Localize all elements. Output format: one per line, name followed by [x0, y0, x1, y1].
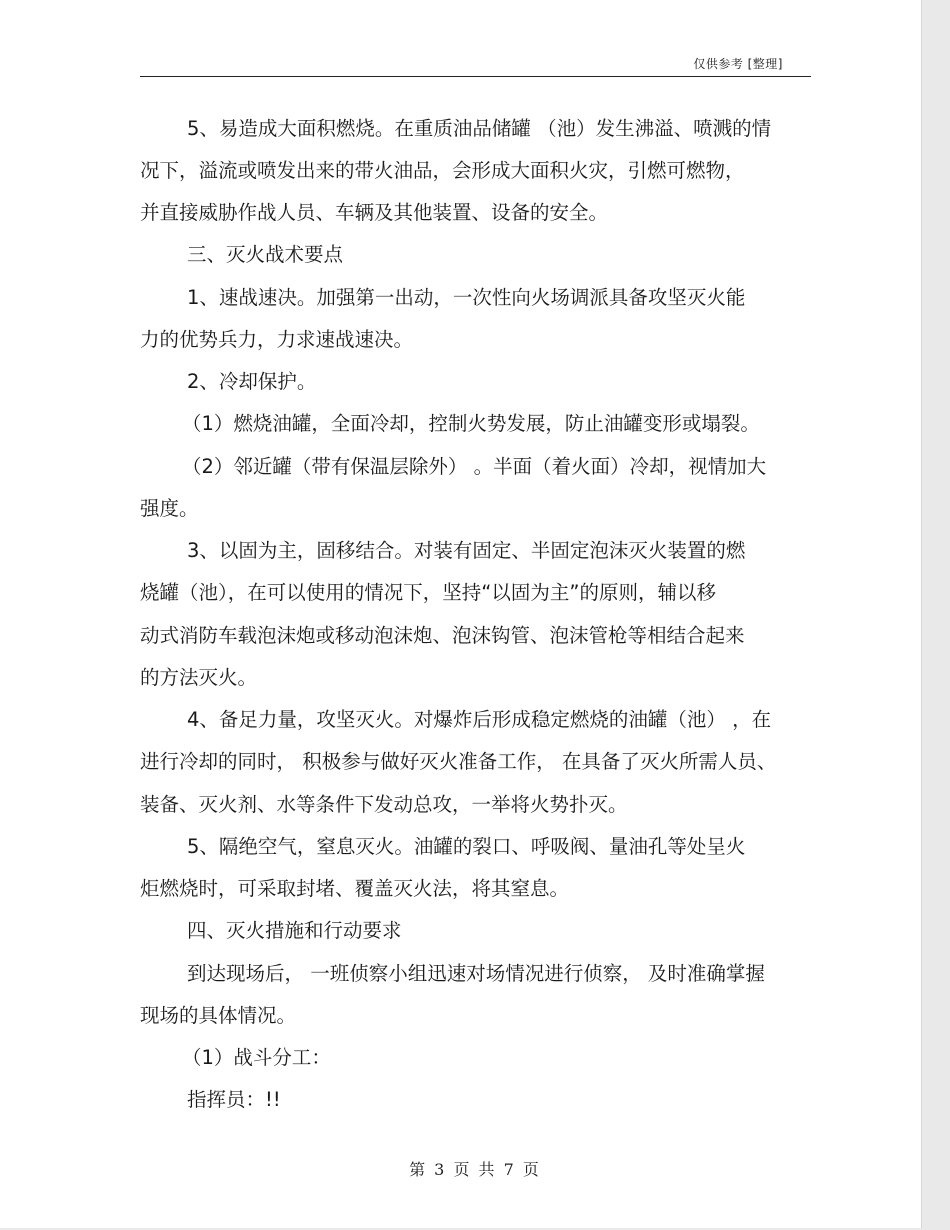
paragraph-line: 装备、灭火剂、水等条件下发动总攻，一举将火势扑灭。	[140, 793, 628, 816]
paragraph-line: 现场的具体情况。	[140, 1004, 297, 1027]
paragraph-line: 并直接威胁作战人员、车辆及其他装置、设备的安全。	[140, 201, 609, 224]
paragraph-line: 进行冷却的同时， 积极参与做好灭火准备工作， 在具备了灭火所需人员、	[140, 750, 777, 773]
paragraph-line: 烧罐（池），在可以使用的情况下，坚持“以固为主”的原则，辅以移	[140, 581, 716, 604]
section-heading: 三、灭火战术要点	[187, 243, 344, 266]
paragraph-line: 力的优势兵力，力求速战速决。	[140, 328, 414, 351]
paragraph-line: 3、以固为主，固移结合。对装有固定、半固定泡沫灭火装置的燃	[187, 539, 746, 562]
page-footer: 第 3 页 共 7 页	[409, 1160, 541, 1179]
paragraph-line: （2）邻近罐（带有保温层除外） 。半面（着火面）冷却，视情加大	[182, 455, 767, 478]
paragraph-line: 炬燃烧时，可采取封堵、覆盖灭火法，将其窒息。	[140, 877, 570, 900]
paragraph-line: 2、冷却保护。	[187, 370, 317, 393]
section-heading: 四、灭火措施和行动要求	[187, 919, 402, 942]
paragraph-line: 4、备足力量，攻坚灭火。对爆炸后形成稳定燃烧的油罐（池） ，在	[187, 708, 772, 731]
paragraph-line: 指挥员：!!	[187, 1088, 281, 1111]
paragraph-line: 动式消防车载泡沫炮或移动泡沫炮、泡沫钩管、泡沫管枪等相结合起来	[140, 624, 745, 647]
page-header: 仅供参考 [整理]	[693, 57, 783, 71]
paragraph-line: 到达现场后， 一班侦察小组迅速对场情况进行侦察， 及时准确掌握	[187, 962, 765, 985]
paragraph-line: 况下，溢流或喷发出来的带火油品，会形成大面积火灾，引燃可燃物，	[140, 159, 745, 182]
paragraph-line: （1）燃烧油罐，全面冷却，控制火势发展，防止油罐变形或塌裂。	[182, 412, 760, 435]
paragraph-line: （1）战斗分工：	[182, 1046, 331, 1069]
paragraph-line: 1、速战速决。加强第一出动，一次性向火场调派具备攻坚灭火能	[187, 286, 746, 309]
header-rule	[140, 76, 811, 77]
paragraph-line: 5、易造成大面积燃烧。在重质油品储罐 （池）发生沸溢、喷溅的情	[187, 117, 772, 140]
paragraph-line: 的方法灭火。	[140, 666, 258, 689]
paragraph-line: 强度。	[140, 497, 199, 520]
paragraph-line: 5、隔绝空气，窒息灭火。油罐的裂口、呼吸阀、量油孔等处呈火	[187, 835, 746, 858]
